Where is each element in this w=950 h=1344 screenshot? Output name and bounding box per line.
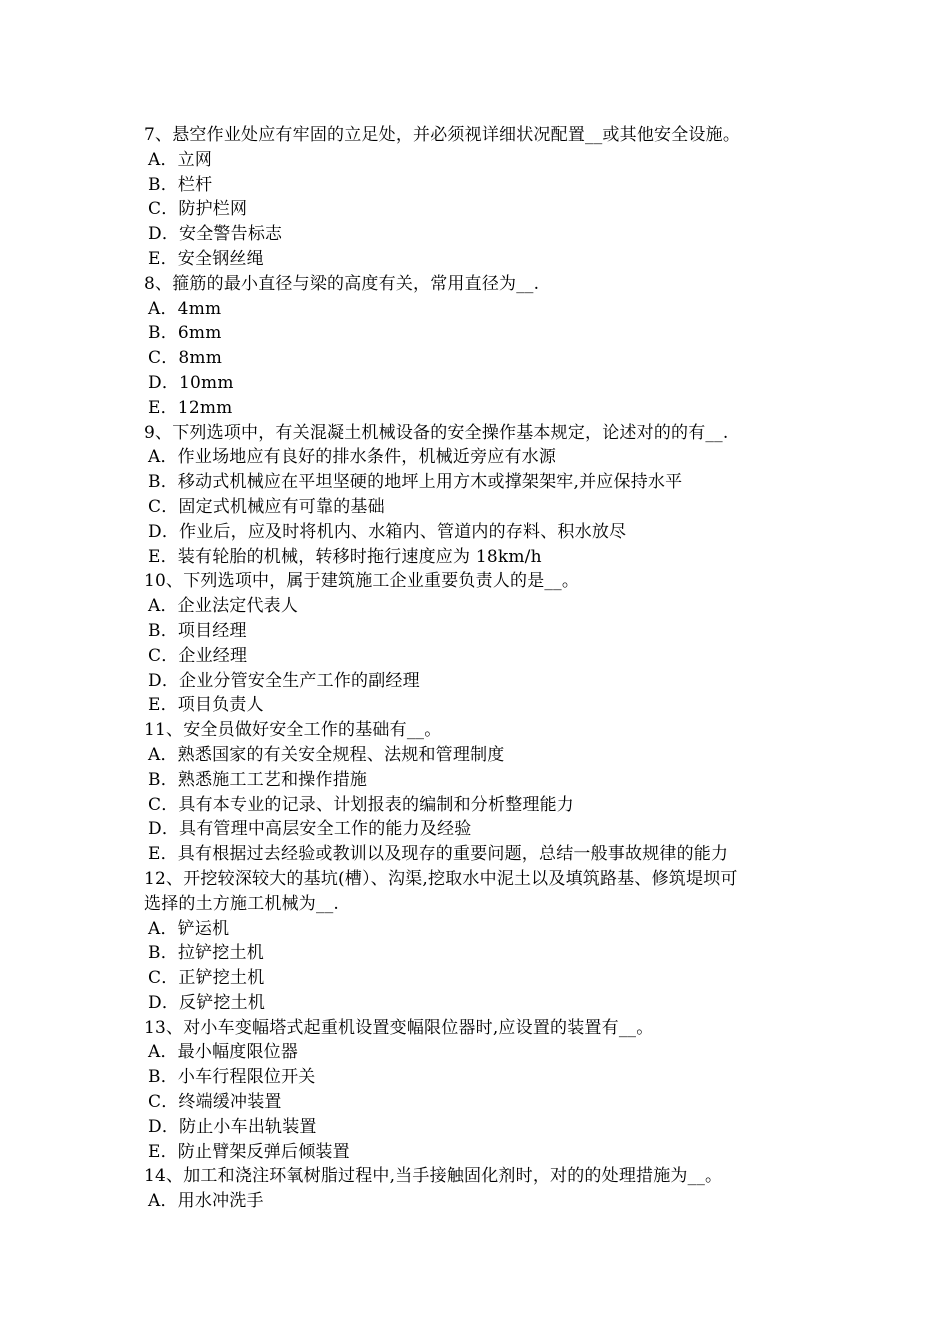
question-stem: 11、安全员做好安全工作的基础有__。	[144, 720, 442, 741]
document-page	[144, 123, 824, 1214]
answer-option: A．4mm	[148, 298, 222, 319]
answer-option: B．拉铲挖土机	[148, 943, 264, 964]
answer-option: B．项目经理	[148, 620, 247, 641]
answer-option: E．12mm	[148, 397, 233, 418]
question-stem: 8、箍筋的最小直径与梁的高度有关，常用直径为__.	[144, 273, 540, 294]
answer-option: A．熟悉国家的有关安全规程、法规和管理制度	[148, 744, 505, 765]
answer-option: D．10mm	[148, 372, 234, 393]
answer-option: A．企业法定代表人	[148, 596, 299, 617]
answer-option: D．具有管理中高层安全工作的能力及经验	[148, 819, 472, 840]
question-stem: 13、对小车变幅塔式起重机设置变幅限位器时,应设置的装置有__。	[144, 1017, 654, 1038]
answer-option: C．具有本专业的记录、计划报表的编制和分析整理能力	[148, 794, 575, 815]
answer-option: C．终端缓冲装置	[148, 1092, 282, 1113]
answer-option: B．移动式机械应在平坦坚硬的地坪上用方木或撑架架牢,并应保持水平	[148, 472, 683, 493]
question-stem: 7、悬空作业处应有牢固的立足处，并必须视详细状况配置__或其他安全设施。	[144, 125, 741, 145]
answer-option: C．防护栏网	[148, 199, 248, 220]
answer-option: E．具有根据过去经验或教训以及现存的重要问题，总结一般事故规律的能力	[148, 844, 729, 865]
answer-option: A．用水冲洗手	[148, 1191, 264, 1212]
answer-option: A．立网	[148, 149, 213, 170]
answer-option: B．小车行程限位开关	[148, 1067, 316, 1088]
question-stem: 14、加工和浇注环氧树脂过程中,当手接触固化剂时，对的的处理措施为__。	[144, 1166, 723, 1187]
answer-option: B．熟悉施工工艺和操作措施	[148, 769, 368, 790]
question-stem: 9、下列选项中，有关混凝土机械设备的安全操作基本规定，论述对的的有__.	[144, 422, 729, 443]
answer-option: C．固定式机械应有可靠的基础	[148, 496, 385, 517]
answer-option: B．栏杆	[148, 174, 213, 195]
answer-option: D．企业分管安全生产工作的副经理	[148, 670, 420, 691]
answer-option: D．防止小车出轨装置	[148, 1116, 317, 1137]
answer-option: E．防止臂架反弹后倾装置	[148, 1141, 350, 1162]
answer-option: E．项目负责人	[148, 695, 264, 716]
answer-option: A．最小幅度限位器	[148, 1042, 299, 1063]
answer-option: D．作业后，应及时将机内、水箱内、管道内的存料、积水放尽	[148, 521, 627, 542]
question-stem: 10、下列选项中，属于建筑施工企业重要负责人的是__。	[144, 571, 580, 592]
question-stem: 12、开挖较深较大的基坑(槽）、沟渠,挖取水中泥土以及填筑路基、修筑堤坝可	[144, 868, 738, 889]
answer-option: C．正铲挖土机	[148, 968, 265, 989]
answer-option: C．企业经理	[148, 645, 248, 666]
answer-option: D．安全警告标志	[148, 224, 283, 245]
question-stem-continued: 选择的土方施工机械为__.	[144, 893, 340, 914]
answer-option: A．铲运机	[148, 918, 230, 939]
answer-option: E．装有轮胎的机械，转移时拖行速度应为 18km/h	[148, 546, 542, 567]
answer-option: A．作业场地应有良好的排水条件，机械近旁应有水源	[148, 447, 557, 468]
answer-option: D．反铲挖土机	[148, 992, 266, 1013]
answer-option: B．6mm	[148, 323, 222, 344]
answer-option: C．8mm	[148, 348, 223, 369]
answer-option: E．安全钢丝绳	[148, 248, 264, 269]
